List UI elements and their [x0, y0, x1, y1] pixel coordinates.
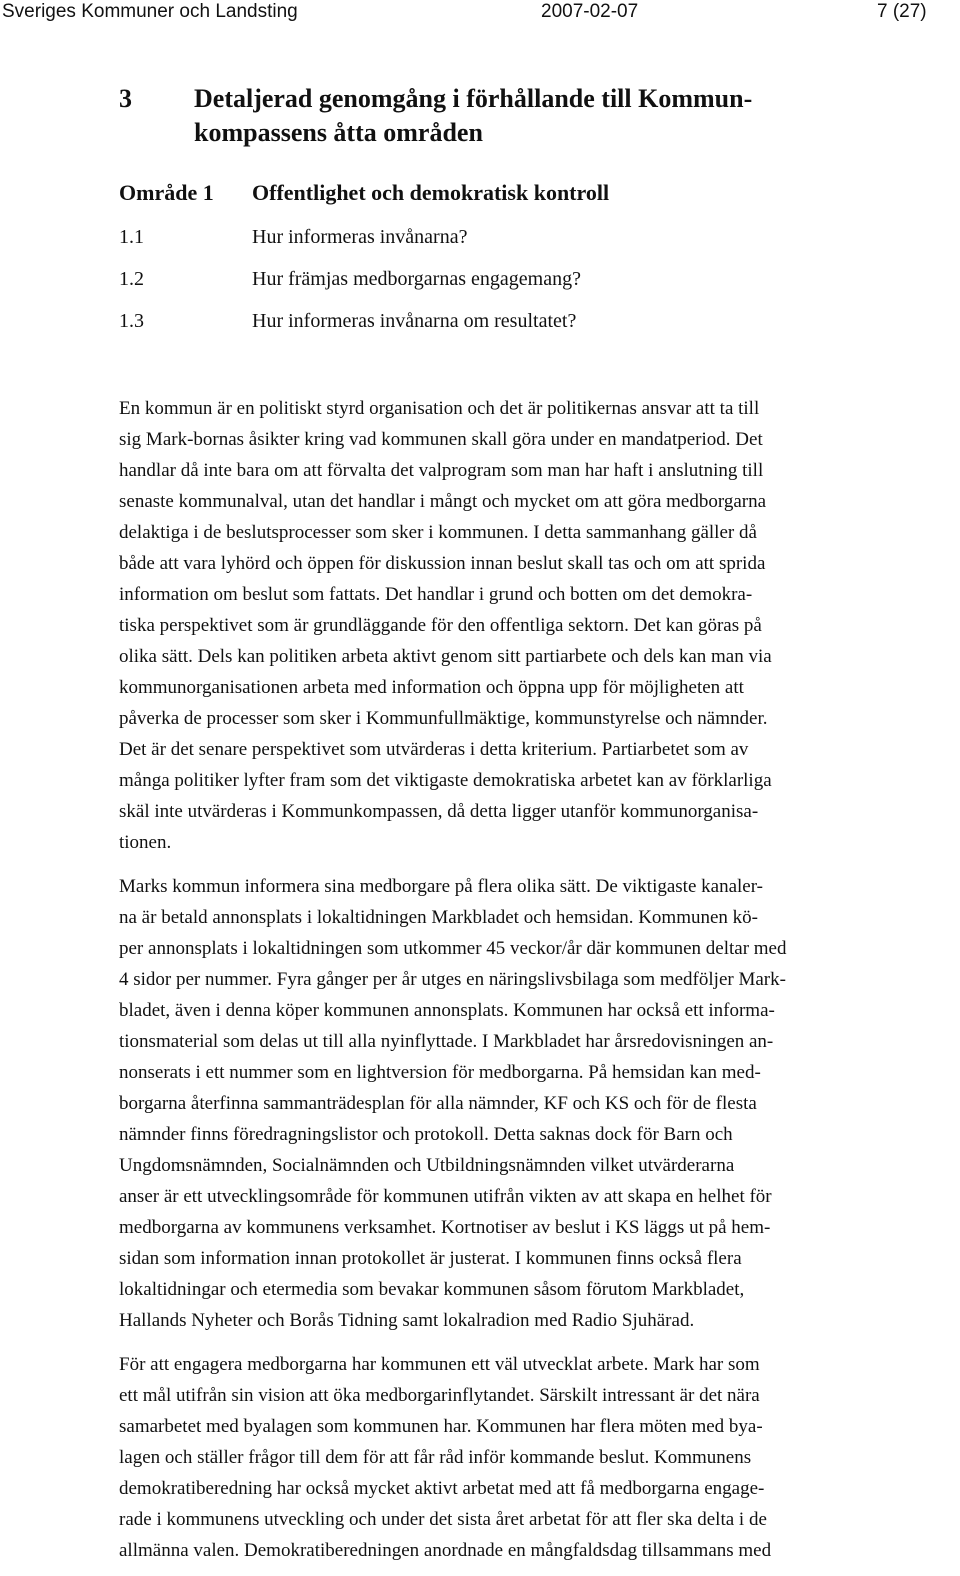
paragraph-line: borgarna återfinna sammanträdesplan för alla nämnder, KF och KS och för de flesta	[119, 1093, 757, 1114]
paragraph-line: information om beslut som fattats. Det handlar i grund och botten om det demokra-	[119, 584, 753, 605]
paragraph-line: nonserats i ett nummer som en lightversion för medborgarna. På hemsidan kan med-	[119, 1062, 761, 1083]
question-text: Hur informeras invånarna?	[252, 226, 468, 248]
paragraph-line: medborgarna av kommunens verksamhet. Kortnotiser av beslut i KS läggs ut på hem-	[119, 1217, 771, 1238]
paragraph-line: kommunorganisationen arbeta med information och öppna upp för möjligheten att	[119, 677, 744, 698]
paragraph-line: sidan som information innan protokollet är justerat. I kommunen finns också flera	[119, 1248, 742, 1269]
paragraph-line: tiska perspektivet som är grundläggande för den offentliga sektorn. Det kan göras på	[119, 615, 762, 636]
paragraph-line: tionsmaterial som delas ut till alla nyinflyttade. I Markbladet har årsredovisningen an-	[119, 1031, 774, 1052]
question-number: 1.2	[119, 268, 144, 290]
paragraph-line: 4 sidor per nummer. Fyra gånger per år utges en näringslivsbilaga som medföljer Mark-	[119, 969, 786, 990]
area-title: Offentlighet och demokratisk kontroll	[252, 180, 610, 205]
paragraph-line: Hallands Nyheter och Borås Tidning samt lokalradion med Radio Sjuhärad.	[119, 1310, 695, 1331]
question-number: 1.3	[119, 310, 144, 332]
paragraph-line: Ungdomsnämnden, Socialnämnden och Utbildningsnämnden vilket utvärderarna	[119, 1155, 735, 1176]
page-header	[0, 0, 960, 24]
paragraph-line: per annonsplats i lokaltidningen som utkommer 45 veckor/år där kommunen deltar med	[119, 938, 787, 959]
paragraph-line: na är betald annonsplats i lokaltidningen Markbladet och hemsidan. Kommunen kö-	[119, 907, 758, 928]
body-paragraph	[119, 1349, 919, 1566]
paragraph-line: För att engagera medborgarna har kommunen ett väl utvecklat arbete. Mark har som	[119, 1354, 760, 1375]
paragraph-line: olika sätt. Dels kan politiken arbeta aktivt genom sitt partiarbete och dels kan man via	[119, 646, 772, 667]
paragraph-line: rade i kommunens utveckling och under det sista året arbetat för att fler ska delta i de	[119, 1509, 767, 1530]
paragraph-line: delaktiga i de beslutsprocesser som sker i kommunen. I detta sammanhang gäller då	[119, 522, 757, 543]
paragraph-line: Marks kommun informera sina medborgare på flera olika sätt. De viktigaste kanaler-	[119, 876, 763, 897]
paragraph-line: tionen.	[119, 832, 172, 853]
body-paragraph	[119, 871, 919, 1336]
question-text: Hur informeras invånarna om resultatet?	[252, 310, 577, 332]
paragraph-line: många politiker lyfter fram som det viktigaste demokratiska arbetet kan av förklarliga	[119, 770, 772, 791]
body-paragraph	[119, 393, 919, 858]
chapter-number: 3	[119, 84, 132, 113]
paragraph-line: lokaltidningar och etermedia som bevakar kommunen såsom förutom Markbladet,	[119, 1279, 745, 1300]
paragraph-line: demokratiberedning har också mycket aktivt arbetat med att få medborgarna engage-	[119, 1478, 765, 1499]
chapter-title-line: Detaljerad genomgång i förhållande till Kommun-	[194, 84, 753, 113]
paragraph-line: En kommun är en politiskt styrd organisation och det är politikernas ansvar att ta till	[119, 398, 760, 419]
paragraph-line: Det är det senare perspektivet som utvärderas i detta kriterium. Partiarbetet som av	[119, 739, 749, 760]
paragraph-line: påverka de processer som sker i Kommunfullmäktige, kommunstyrelse och nämnder.	[119, 708, 768, 729]
question-number: 1.1	[119, 226, 144, 248]
paragraph-line: sig Mark-bornas åsikter kring vad kommunen skall göra under en mandatperiod. Det	[119, 429, 763, 450]
paragraph-line: samarbetet med byalagen som kommunen har. Kommunen har flera möten med bya-	[119, 1416, 763, 1437]
paragraph-line: handlar då inte bara om att förvalta det valprogram som man har haft i anslutning till	[119, 460, 764, 481]
paragraph-line: senaste kommunalval, utan det handlar i mångt och mycket om att göra medborgarna	[119, 491, 767, 512]
question-text: Hur främjas medborgarnas engagemang?	[252, 268, 581, 290]
area-label: Område 1	[119, 180, 214, 205]
paragraph-line: anser är ett utvecklingsområde för kommunen utifrån vikten av att skapa en helhet för	[119, 1186, 772, 1207]
chapter-title-line: kompassens åtta områden	[194, 118, 483, 147]
paragraph-line: nämnder finns föredragningslistor och protokoll. Detta saknas dock för Barn och	[119, 1124, 733, 1145]
paragraph-line: både att vara lyhörd och öppen för diskussion innan beslut skall tas och om att sprida	[119, 553, 766, 574]
paragraph-line: allmänna valen. Demokratiberedningen anordnade en mångfaldsdag tillsammans med	[119, 1540, 772, 1561]
header-date: 2007-02-07	[541, 1, 639, 22]
chapter-title	[194, 82, 914, 150]
paragraph-line: bladet, även i denna köper kommunen annonsplats. Kommunen har också ett informa-	[119, 1000, 775, 1021]
paragraph-line: lagen och ställer frågor till dem för att får råd inför kommande beslut. Kommunens	[119, 1447, 752, 1468]
header-organization: Sveriges Kommuner och Landsting	[2, 1, 298, 22]
paragraph-line: ett mål utifrån sin vision att öka medborgarinflytandet. Särskilt intressant är det nära	[119, 1385, 760, 1406]
paragraph-line: skäl inte utvärderas i Kommunkompassen, då detta ligger utanför kommunorganisa-	[119, 801, 759, 822]
header-page-number: 7 (27)	[877, 1, 927, 22]
